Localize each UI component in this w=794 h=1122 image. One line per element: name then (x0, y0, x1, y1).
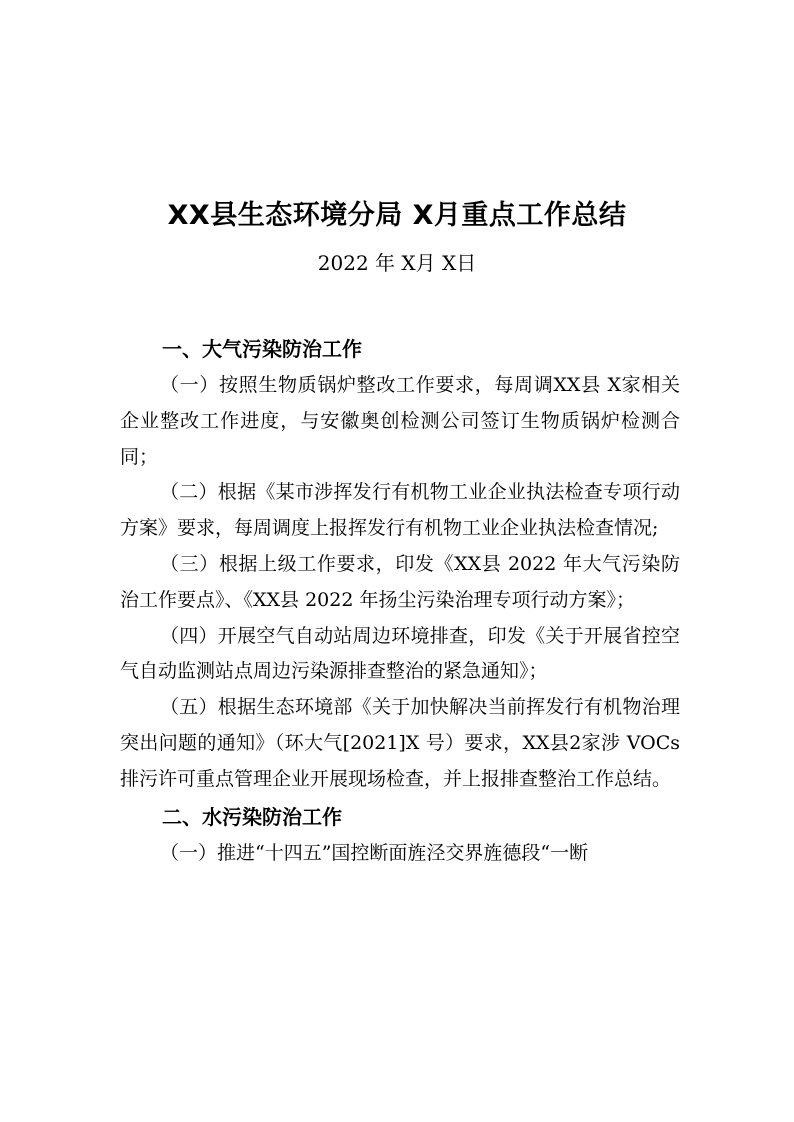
paragraph-air-4: （四）开展空气自动站周边环境排查，印发《关于开展省控空气自动监测站点周边污染源排查整治的紧急通知》； (120, 624, 680, 683)
document-title: XX县生态环境分局 X月重点工作总结 (167, 200, 627, 231)
section-heading-water: 二、水污染防治工作 (162, 804, 342, 829)
paragraph-air-2: （二）根据《某市涉挥发行有机物工业企业执法检查专项行动方案》要求，每周调度上报挥发行有机物工业企业执法检查情况; (120, 481, 680, 540)
paragraph-air-1: （一）按照生物质锅炉整改工作要求，每周调XX县 X家相关企业整改工作进度，与安徽奥创检测公司签订生物质锅炉检测合同； (120, 374, 680, 468)
section-heading-air: 一、大气污染防治工作 (162, 337, 362, 361)
paragraph-air-3: （三）根据上级工作要求，印发《XX县 2022 年大气污染防治工作要点》、《XX县 2022 年扬尘污染治理专项行动方案》； (120, 552, 680, 611)
paragraph-air-5: （五）根据生态环境部《关于加快解决当前挥发行有机物治理突出问题的通知》（环大气[2021]X 号）要求，XX县2家涉 VOCs 排污许可重点管理企业开展现场检查，并上报排查整治工作总结。 (120, 696, 680, 790)
document-body (120, 330, 680, 871)
document-date: 2022 年 X月 X日 (317, 251, 477, 275)
paragraph-water-1: （一）推进“十四五”国控断面旌泾交界旌德段“一断 (160, 841, 589, 864)
